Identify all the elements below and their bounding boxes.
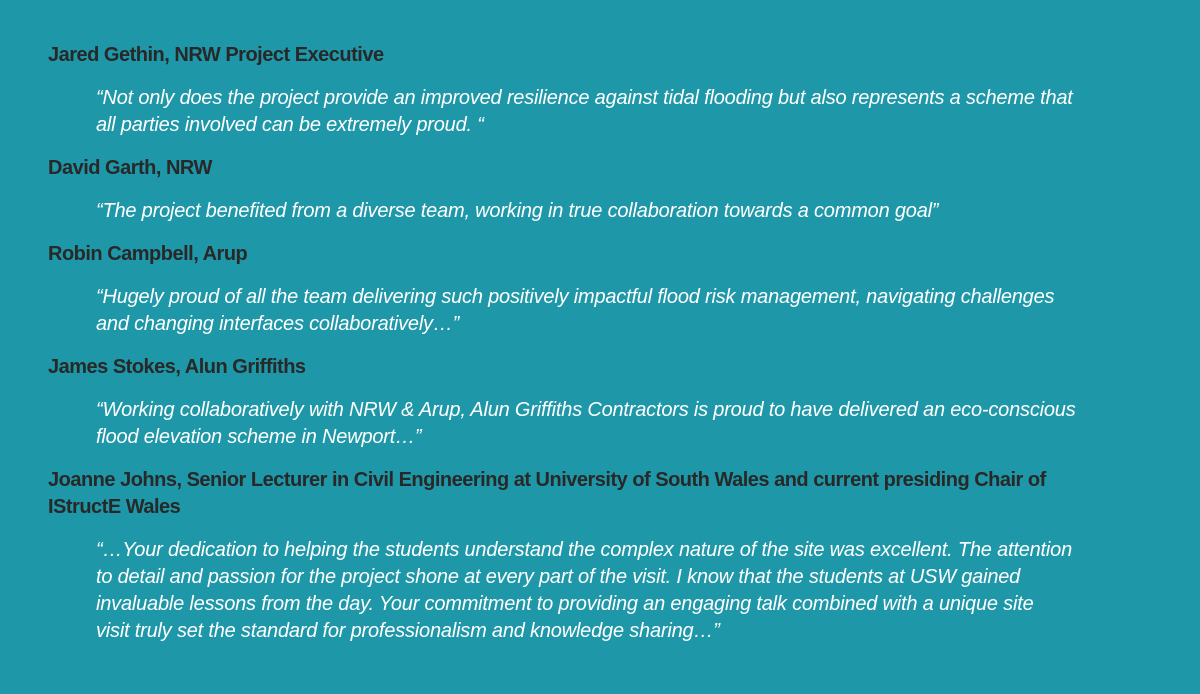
quote-line: “…Your dedication to helping the students understand the complex nature of the site was excellent. The attention [96, 539, 1072, 561]
quote-line: all parties involved can be extremely proud. “ [96, 114, 484, 136]
testimonial-block [48, 467, 1160, 645]
testimonial-attribution [48, 42, 1160, 69]
quote-line: visit truly set the standard for professionalism and knowledge sharing…” [96, 620, 720, 642]
testimonial-attribution [48, 354, 1160, 381]
testimonial-attribution [48, 241, 1160, 268]
testimonial-list [48, 42, 1160, 645]
testimonial-quote [96, 198, 1160, 225]
testimonial-block [48, 155, 1160, 225]
attribution-line: David Garth, NRW [48, 157, 212, 179]
testimonial-quote [96, 284, 1160, 338]
attribution-line: James Stokes, Alun Griffiths [48, 356, 306, 378]
testimonial-quote [96, 397, 1160, 451]
testimonial-block [48, 42, 1160, 139]
quote-line: to detail and passion for the project shone at every part of the visit. I know that the students at USW gained [96, 566, 1021, 588]
quote-line: and changing interfaces collaboratively…” [96, 313, 460, 335]
quote-line: “The project benefited from a diverse team, working in true collaboration towards a common goal” [96, 200, 939, 222]
testimonial-block [48, 354, 1160, 451]
quote-line: flood elevation scheme in Newport…” [96, 426, 422, 448]
testimonial-attribution [48, 467, 1160, 521]
testimonial-attribution [48, 155, 1160, 182]
testimonial-block [48, 241, 1160, 338]
attribution-line: IStructE Wales [48, 496, 181, 518]
quote-line: “Not only does the project provide an improved resilience against tidal flooding but also represents a scheme that [96, 87, 1073, 109]
quote-line: “Working collaboratively with NRW & Arup, Alun Griffiths Contractors is proud to have delivered an eco-conscious [96, 399, 1076, 421]
testimonial-quote [96, 85, 1160, 139]
testimonial-quote [96, 537, 1160, 645]
quote-line: “Hugely proud of all the team delivering such positively impactful flood risk management, navigating challenges [96, 286, 1055, 308]
attribution-line: Jared Gethin, NRW Project Executive [48, 44, 384, 66]
attribution-line: Joanne Johns, Senior Lecturer in Civil Engineering at University of South Wales and current presiding Chair of [48, 469, 1046, 491]
attribution-line: Robin Campbell, Arup [48, 243, 248, 265]
quote-line: invaluable lessons from the day. Your commitment to providing an engaging talk combined with a unique site [96, 593, 1034, 615]
